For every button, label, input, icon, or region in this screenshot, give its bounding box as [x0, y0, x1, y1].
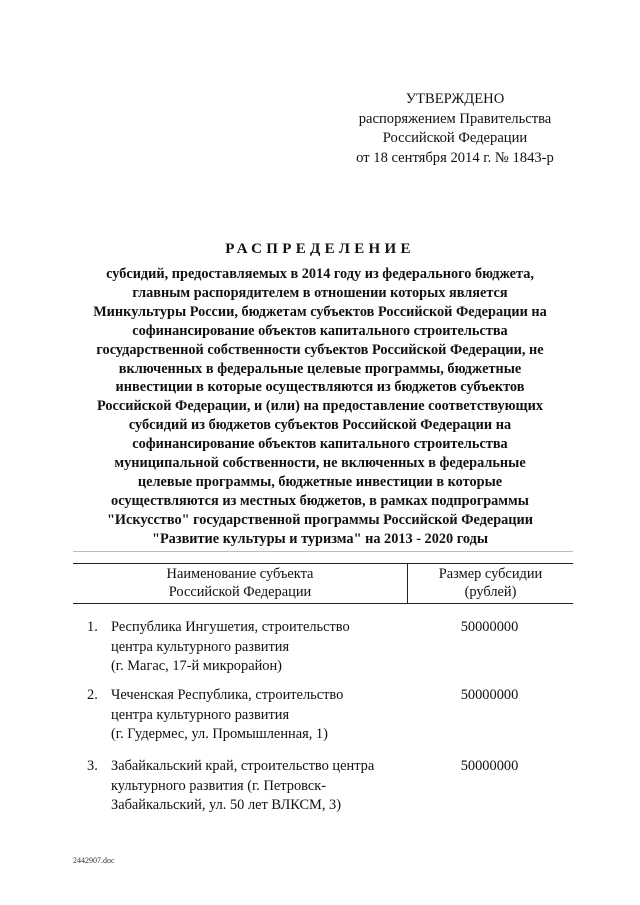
document-file-code: 2442907.doc	[73, 856, 115, 865]
approval-line: от 18 сентября 2014 г. № 1843-р	[356, 149, 554, 166]
subtitle-line: софинансирование объектов капитального строительства	[132, 322, 508, 339]
subtitle-line: Минкультуры России, бюджетам субъектов Российской Федерации на	[93, 303, 547, 320]
row-amount: 50000000	[460, 619, 519, 635]
subtitle-line: Российской Федерации, и (или) на предоставление соответствующих	[97, 398, 543, 415]
column-header-subsidy-amount	[408, 565, 573, 601]
header-line: (рублей)	[464, 584, 517, 600]
row-line: (г. Магас, 17-й микрорайон)	[111, 658, 282, 674]
document-title: РАСПРЕДЕЛЕНИЕ	[225, 241, 415, 257]
row-description	[111, 686, 401, 745]
row-line: Забайкальский край, строительство центра	[111, 758, 375, 774]
column-header-subject-name	[73, 565, 407, 601]
header-line: Российской Федерации	[168, 584, 312, 600]
subtitle-line: целевые программы, бюджетные инвестиции в которые	[137, 473, 503, 490]
row-number: 1.	[87, 619, 98, 635]
row-number: 3.	[87, 758, 98, 774]
header-line: Размер субсидии	[438, 566, 543, 582]
row-number: 2.	[87, 687, 98, 703]
subtitle-line: инвестиции в которые осуществляются из бюджетов субъектов	[115, 379, 525, 396]
subtitle-line: муниципальной собственности, не включенных в федеральные	[114, 455, 526, 472]
subtitle-line: включенных в федеральные целевые программы, бюджетные	[118, 360, 522, 377]
subtitle-line: субсидий из бюджетов субъектов Российской Федерации на	[128, 417, 512, 434]
row-line: (г. Гудермес, ул. Промышленная, 1)	[111, 726, 328, 742]
subtitle-line: субсидий, предоставляемых в 2014 году из федерального бюджета,	[106, 266, 534, 282]
row-description	[111, 618, 401, 677]
row-line: центра культурного развития	[111, 638, 290, 655]
row-description	[111, 757, 401, 816]
row-amount: 50000000	[460, 758, 519, 774]
document-subtitle	[60, 265, 580, 549]
header-line: Наименование субъекта	[166, 566, 314, 582]
subtitle-line: "Искусство" государственной программы Российской Федерации	[106, 511, 534, 528]
row-line: центра культурного развития	[111, 706, 290, 723]
subtitle-line: осуществляются из местных бюджетов, в рамках подпрограммы	[111, 492, 529, 509]
approval-heading: УТВЕРЖДЕНО	[405, 91, 505, 107]
row-line: Забайкальский, ул. 50 лет ВЛКСМ, 3)	[111, 797, 342, 813]
approval-line: распоряжением Правительства	[358, 110, 552, 127]
subtitle-line: главным распорядителем в отношении которых является	[132, 284, 508, 301]
subtitle-line: софинансирование объектов капитального строительства	[132, 436, 508, 453]
row-line: культурного развития (г. Петровск-	[111, 777, 327, 794]
table-top-thin-rule	[73, 551, 573, 552]
table-header-bottom-rule	[73, 603, 573, 604]
subtitle-line: государственной собственности субъектов Российской Федерации, не	[96, 341, 544, 358]
row-line: Республика Ингушетия, строительство	[111, 619, 350, 635]
row-line: Чеченская Республика, строительство	[111, 687, 344, 703]
row-amount: 50000000	[460, 687, 519, 703]
table-header-top-rule	[73, 563, 573, 564]
approval-block	[340, 90, 570, 168]
subtitle-line: "Развитие культуры и туризма" на 2013 - 2020 годы	[152, 530, 488, 547]
approval-line: Российской Федерации	[382, 130, 528, 146]
